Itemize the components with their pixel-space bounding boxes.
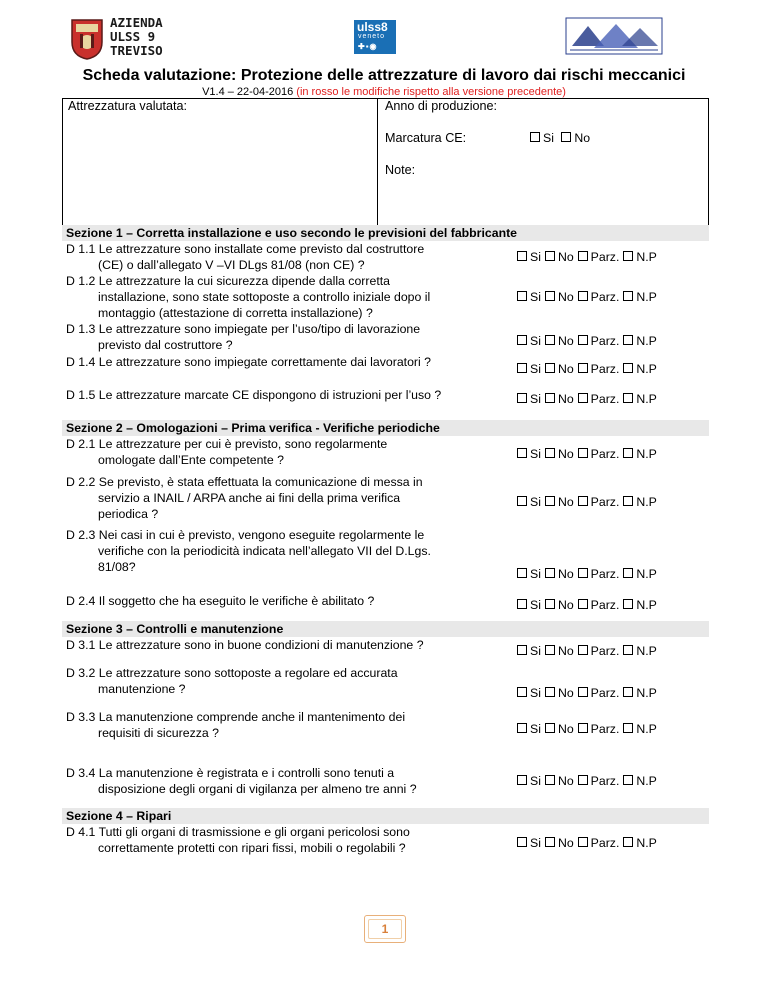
- option-label: Si: [530, 722, 541, 736]
- checkbox-parz[interactable]: [578, 775, 588, 785]
- option-label: No: [557, 392, 574, 406]
- answer-options: [517, 495, 657, 509]
- checkbox-parz[interactable]: [578, 599, 588, 609]
- option-label: Si: [530, 567, 541, 581]
- option-label: Si: [530, 392, 541, 406]
- option-label: No: [557, 250, 574, 264]
- question-text: [66, 824, 506, 856]
- crest-icon: [70, 16, 104, 60]
- question-text: [66, 273, 506, 321]
- checkbox-no[interactable]: [545, 393, 555, 403]
- question-line: D 3.2 Le attrezzature sono sottoposte a regolare ed accurata: [66, 666, 398, 680]
- question-line: D 2.4 Il soggetto che ha eseguito le verifiche è abilitato ?: [66, 594, 375, 608]
- checkbox-no[interactable]: [545, 291, 555, 301]
- checkbox-np[interactable]: [623, 496, 633, 506]
- option-label: N.P: [636, 334, 657, 348]
- checkbox-np[interactable]: [623, 723, 633, 733]
- checkbox-si[interactable]: [517, 775, 527, 785]
- checkbox-no[interactable]: [545, 723, 555, 733]
- logo-line: AZIENDA: [110, 15, 163, 30]
- answer-options: [517, 392, 657, 406]
- question-text: [66, 474, 506, 522]
- checkbox-si[interactable]: [517, 448, 527, 458]
- health-symbols-icon: ✚▪◉: [358, 42, 378, 51]
- question-line: periodica ?: [98, 507, 159, 521]
- question-line: D 3.1 Le attrezzature sono in buone condizioni di manutenzione ?: [66, 638, 424, 652]
- option-label: No: [557, 567, 574, 581]
- equipment-info-box: [62, 98, 709, 226]
- question-text: [66, 436, 506, 468]
- option-label: Si: [530, 598, 541, 612]
- checkbox-np[interactable]: [623, 568, 633, 578]
- option-label: Parz.: [590, 495, 620, 509]
- checkbox-np[interactable]: [623, 837, 633, 847]
- logo-ulss8-text: ulss8: [357, 20, 388, 34]
- option-label: No: [557, 722, 574, 736]
- logo-line: ULSS 9: [110, 29, 156, 44]
- question-text: [66, 387, 506, 403]
- option-label: N.P: [636, 836, 657, 850]
- marcatura-ce-label: Marcatura CE:: [385, 131, 467, 145]
- question-line: D 1.3 Le attrezzature sono impiegate per l’uso/tipo di lavorazione: [66, 322, 421, 336]
- checkbox-parz[interactable]: [578, 723, 588, 733]
- answer-options: [517, 334, 657, 348]
- section-4-title: Sezione 4 – Ripari: [66, 809, 172, 823]
- option-label: Si: [530, 686, 541, 700]
- answer-options: [517, 567, 657, 581]
- marcatura-ce-options: Si No: [530, 131, 590, 145]
- option-label: Si: [530, 447, 541, 461]
- anno-produzione-label: Anno di produzione:: [385, 99, 498, 113]
- answer-options: [517, 722, 657, 736]
- question-text: [66, 527, 506, 575]
- checkbox-si[interactable]: [517, 496, 527, 506]
- section-3-title: Sezione 3 – Controlli e manutenzione: [66, 622, 284, 636]
- logo-azienda-ulss9: [70, 16, 210, 66]
- option-label: Parz.: [590, 290, 620, 304]
- answer-options: [517, 290, 657, 304]
- option-label: N.P: [636, 495, 657, 509]
- checkbox-np[interactable]: [623, 645, 633, 655]
- option-label: Parz.: [590, 392, 620, 406]
- checkbox-no[interactable]: [545, 645, 555, 655]
- option-label: Parz.: [590, 644, 620, 658]
- question-line: D 1.1 Le attrezzature sono installate come previsto dal costruttore: [66, 242, 425, 256]
- note-label: Note:: [385, 163, 416, 177]
- option-label: N.P: [636, 567, 657, 581]
- section-1-title: Sezione 1 – Corretta installazione e uso secondo le previsioni del fabbricante: [66, 226, 518, 240]
- checkbox-si[interactable]: [517, 291, 527, 301]
- question-line: installazione, sono state sottoposte a controllo iniziale dopo il: [98, 290, 431, 304]
- checkbox-parz[interactable]: [578, 393, 588, 403]
- question-text: [66, 241, 506, 273]
- checkbox-np[interactable]: [623, 251, 633, 261]
- checkbox-parz[interactable]: [578, 568, 588, 578]
- answer-options: [517, 836, 657, 850]
- option-label: Si: [530, 774, 541, 788]
- question-line: D 2.3 Nei casi in cui è previsto, vengono eseguite regolarmente le: [66, 528, 425, 542]
- option-label: No: [557, 644, 574, 658]
- version-text: V1.4 – 22-04-2016: [202, 86, 294, 98]
- checkbox-parz[interactable]: [578, 496, 588, 506]
- question-line: D 1.2 Le attrezzature la cui sicurezza dipende dalla corretta: [66, 274, 390, 288]
- question-line: D 1.5 Le attrezzature marcate CE dispongono di istruzioni per l’uso ?: [66, 388, 442, 402]
- question-line: D 2.2 Se previsto, è stata effettuata la comunicazione di messa in: [66, 475, 423, 489]
- question-line: requisiti di sicurezza ?: [98, 726, 219, 740]
- answer-options: [517, 774, 657, 788]
- checkbox-parz[interactable]: [578, 335, 588, 345]
- question-line: manutenzione ?: [98, 682, 186, 696]
- option-label: No: [557, 836, 574, 850]
- answer-options: [517, 644, 657, 658]
- option-label: Parz.: [590, 836, 620, 850]
- question-line: servizio a INAIL / ARPA anche ai fini della prima verifica: [98, 491, 401, 505]
- option-label: Si: [530, 495, 541, 509]
- checkbox-np[interactable]: [623, 363, 633, 373]
- checkbox-no[interactable]: [545, 363, 555, 373]
- checkbox-no[interactable]: [545, 599, 555, 609]
- checkbox-parz[interactable]: [578, 363, 588, 373]
- checkbox-no[interactable]: [561, 132, 571, 142]
- checkbox-parz[interactable]: [578, 645, 588, 655]
- question-line: D 4.1 Tutti gli organi di trasmissione e gli organi pericolosi sono: [66, 825, 410, 839]
- question-line: D 3.3 La manutenzione comprende anche il mantenimento dei: [66, 710, 406, 724]
- checkbox-np[interactable]: [623, 291, 633, 301]
- checkbox-si[interactable]: [517, 599, 527, 609]
- checkbox-no[interactable]: [545, 837, 555, 847]
- option-label: Si: [530, 334, 541, 348]
- question-text: [66, 709, 506, 741]
- option-label: N.P: [636, 392, 657, 406]
- question-line: D 2.1 Le attrezzature per cui è previsto, sono regolarmente: [66, 437, 388, 451]
- page-title: Scheda valutazione: Protezione delle attrezzature di lavoro dai rischi meccanici: [82, 67, 686, 84]
- ulss-veneto-logo-icon: [564, 16, 664, 56]
- checkbox-parz[interactable]: [578, 251, 588, 261]
- answer-options: [517, 250, 657, 264]
- option-label: Si: [530, 644, 541, 658]
- version-note: (in rosso le modifiche rispetto alla versione precedente): [296, 86, 566, 98]
- checkbox-si[interactable]: [517, 568, 527, 578]
- page-number: 1: [364, 915, 406, 943]
- checkbox-np[interactable]: [623, 687, 633, 697]
- option-label: No: [557, 334, 574, 348]
- checkbox-parz[interactable]: [578, 687, 588, 697]
- option-label: No: [557, 495, 574, 509]
- checkbox-si[interactable]: [517, 645, 527, 655]
- option-label: N.P: [636, 774, 657, 788]
- checkbox-no[interactable]: [545, 335, 555, 345]
- option-label: Parz.: [590, 774, 620, 788]
- checkbox-parz[interactable]: [578, 291, 588, 301]
- checkbox-si[interactable]: [530, 132, 540, 142]
- question-text: [66, 637, 506, 653]
- checkbox-np[interactable]: [623, 448, 633, 458]
- question-text: [66, 665, 506, 697]
- option-label: Parz.: [590, 250, 620, 264]
- attrezzatura-label: Attrezzatura valutata:: [68, 99, 188, 113]
- question-line: correttamente protetti con ripari fissi, mobili o regolabili ?: [98, 841, 406, 855]
- checkbox-np[interactable]: [623, 393, 633, 403]
- option-label: Parz.: [590, 598, 620, 612]
- checkbox-np[interactable]: [623, 599, 633, 609]
- checkbox-parz[interactable]: [578, 837, 588, 847]
- checkbox-si[interactable]: [517, 335, 527, 345]
- question-text: [66, 765, 506, 797]
- option-label: Si: [530, 362, 541, 376]
- question-line: (CE) o dall’allegato V –VI DLgs 81/08 (non CE) ?: [98, 258, 365, 272]
- option-label: N.P: [636, 362, 657, 376]
- checkbox-si[interactable]: [517, 363, 527, 373]
- question-text: [66, 593, 506, 609]
- option-label: N.P: [636, 290, 657, 304]
- question-line: D 3.4 La manutenzione è registrata e i controlli sono tenuti a: [66, 766, 395, 780]
- answer-options: [517, 362, 657, 376]
- checkbox-no[interactable]: [545, 775, 555, 785]
- option-label: Parz.: [590, 722, 620, 736]
- section-2-title: Sezione 2 – Omologazioni – Prima verifica - Verifiche periodiche: [66, 421, 440, 435]
- checkbox-no[interactable]: [545, 687, 555, 697]
- divider: [377, 98, 378, 226]
- checkbox-no[interactable]: [545, 448, 555, 458]
- option-label: Si: [530, 250, 541, 264]
- question-line: disposizione degli organi di vigilanza per almeno tre anni ?: [98, 782, 417, 796]
- question-line: previsto dal costruttore ?: [98, 338, 233, 352]
- question-text: [66, 354, 506, 370]
- option-label: No: [557, 447, 574, 461]
- option-label: N.P: [636, 722, 657, 736]
- option-label: No: [557, 686, 574, 700]
- option-label: No: [557, 774, 574, 788]
- question-line: montaggio (attestazione di corretta installazione) ?: [98, 306, 373, 320]
- option-label: Si: [530, 836, 541, 850]
- checkbox-si[interactable]: [517, 723, 527, 733]
- option-label: Parz.: [590, 567, 620, 581]
- checkbox-np[interactable]: [623, 335, 633, 345]
- option-label: N.P: [636, 686, 657, 700]
- answer-options: [517, 598, 657, 612]
- option-label: N.P: [636, 447, 657, 461]
- option-label: Parz.: [590, 447, 620, 461]
- option-label: N.P: [636, 250, 657, 264]
- checkbox-np[interactable]: [623, 775, 633, 785]
- checkbox-si[interactable]: [517, 251, 527, 261]
- question-line: 81/08?: [98, 560, 136, 574]
- checkbox-si[interactable]: [517, 393, 527, 403]
- option-label: Si: [530, 290, 541, 304]
- option-label: No: [557, 290, 574, 304]
- checkbox-si[interactable]: [517, 687, 527, 697]
- question-line: verifiche con la periodicità indicata nell’allegato VII del D.Lgs.: [98, 544, 431, 558]
- answer-options: [517, 686, 657, 700]
- checkbox-no[interactable]: [545, 496, 555, 506]
- version-line: [0, 86, 768, 98]
- checkbox-parz[interactable]: [578, 448, 588, 458]
- checkbox-si[interactable]: [517, 837, 527, 847]
- option-label: N.P: [636, 644, 657, 658]
- option-label: Parz.: [590, 362, 620, 376]
- checkbox-no[interactable]: [545, 251, 555, 261]
- option-label: No: [557, 598, 574, 612]
- logo-ulss8-veneto: [354, 20, 396, 54]
- question-text: [66, 321, 506, 353]
- checkbox-no[interactable]: [545, 568, 555, 578]
- question-line: omologate dall’Ente competente ?: [98, 453, 284, 467]
- option-label: N.P: [636, 598, 657, 612]
- answer-options: [517, 447, 657, 461]
- option-label: Parz.: [590, 334, 620, 348]
- logo-veneto-text: veneto: [358, 33, 386, 40]
- logo-azienda-ulss-veneto: [564, 16, 664, 56]
- option-label: No: [557, 362, 574, 376]
- option-label: Parz.: [590, 686, 620, 700]
- question-line: D 1.4 Le attrezzature sono impiegate correttamente dai lavoratori ?: [66, 355, 432, 369]
- logo-line: TREVISO: [110, 43, 163, 58]
